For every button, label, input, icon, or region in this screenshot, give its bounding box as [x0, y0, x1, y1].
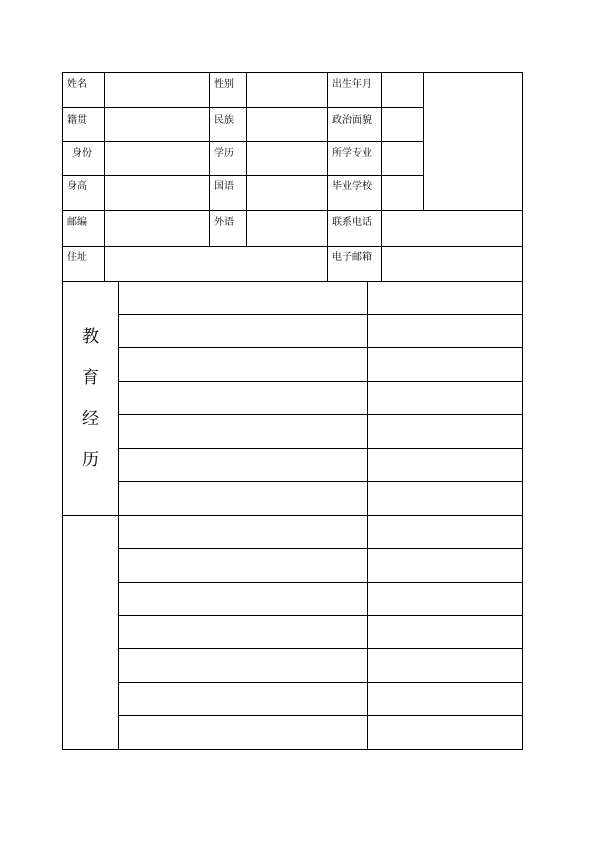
table-border-bottom [62, 749, 523, 750]
experience-entry-field[interactable] [119, 583, 367, 615]
postcode-field[interactable] [105, 211, 209, 246]
birth-date-field[interactable] [382, 73, 423, 107]
gender-field[interactable] [247, 73, 327, 107]
education-entry-field[interactable] [119, 415, 367, 448]
education-entry-field[interactable] [119, 348, 367, 381]
email-label: 电子邮箱 [332, 252, 372, 263]
ethnicity-field[interactable] [247, 108, 327, 141]
experience-entry-field[interactable] [119, 516, 367, 548]
height-label: 身高 [67, 181, 87, 192]
native-place-field[interactable] [105, 108, 209, 141]
name-field[interactable] [105, 73, 209, 107]
name-label: 姓名 [67, 79, 87, 90]
id-field[interactable] [105, 142, 209, 175]
education-entry-field[interactable] [119, 482, 367, 515]
major-label: 所学专业 [332, 148, 372, 159]
postcode-label: 邮编 [67, 217, 87, 228]
education-title-char: 育 [82, 368, 99, 388]
photo-box[interactable] [424, 73, 522, 210]
section-title-cell[interactable] [63, 516, 118, 749]
education-field[interactable] [247, 142, 327, 175]
native-place-label: 籍贯 [67, 115, 87, 126]
email-field[interactable] [382, 247, 522, 281]
experience-entry-field[interactable] [368, 616, 522, 648]
education-entry-field[interactable] [368, 348, 522, 381]
education-title-char: 经 [82, 409, 99, 429]
foreign-language-label: 外语 [214, 217, 234, 228]
col-divider [327, 72, 328, 282]
education-entry-field[interactable] [368, 415, 522, 448]
gender-label: 性别 [214, 79, 234, 90]
experience-entry-field[interactable] [368, 649, 522, 682]
phone-field[interactable] [382, 211, 522, 246]
id-label: 身份 [72, 148, 92, 159]
education-title-char: 历 [82, 450, 99, 470]
education-section-title [62, 282, 119, 516]
experience-entry-field[interactable] [119, 716, 367, 749]
education-entry-field[interactable] [368, 282, 522, 314]
experience-entry-field[interactable] [368, 583, 522, 615]
education-label: 学历 [214, 148, 234, 159]
address-label: 住址 [67, 252, 87, 263]
education-entry-field[interactable] [119, 449, 367, 481]
experience-entry-field[interactable] [368, 716, 522, 749]
foreign-language-field[interactable] [247, 211, 327, 246]
education-entry-field[interactable] [368, 449, 522, 481]
political-status-label: 政治面貌 [332, 115, 372, 126]
experience-entry-field[interactable] [119, 683, 367, 715]
political-status-field[interactable] [382, 108, 423, 141]
birth-date-label: 出生年月 [332, 79, 372, 90]
education-entry-field[interactable] [119, 315, 367, 347]
education-entry-field[interactable] [368, 315, 522, 347]
mandarin-label: 国语 [214, 181, 234, 192]
experience-entry-field[interactable] [368, 683, 522, 715]
experience-entry-field[interactable] [368, 549, 522, 582]
height-field[interactable] [105, 176, 209, 210]
experience-entry-field[interactable] [119, 616, 367, 648]
experience-entry-field[interactable] [368, 516, 522, 548]
education-entry-field[interactable] [119, 382, 367, 414]
mandarin-field[interactable] [247, 176, 327, 210]
experience-entry-field[interactable] [119, 649, 367, 682]
ethnicity-label: 民族 [214, 115, 234, 126]
major-field[interactable] [382, 142, 423, 175]
education-title-char: 教 [82, 327, 99, 347]
education-entry-field[interactable] [368, 482, 522, 515]
col-divider [209, 72, 210, 246]
education-entry-field[interactable] [368, 382, 522, 414]
school-label: 毕业学校 [332, 181, 372, 192]
education-entry-field[interactable] [119, 282, 367, 314]
experience-entry-field[interactable] [119, 549, 367, 582]
address-field[interactable] [105, 247, 327, 281]
phone-label: 联系电话 [332, 217, 372, 228]
school-field[interactable] [382, 176, 423, 210]
